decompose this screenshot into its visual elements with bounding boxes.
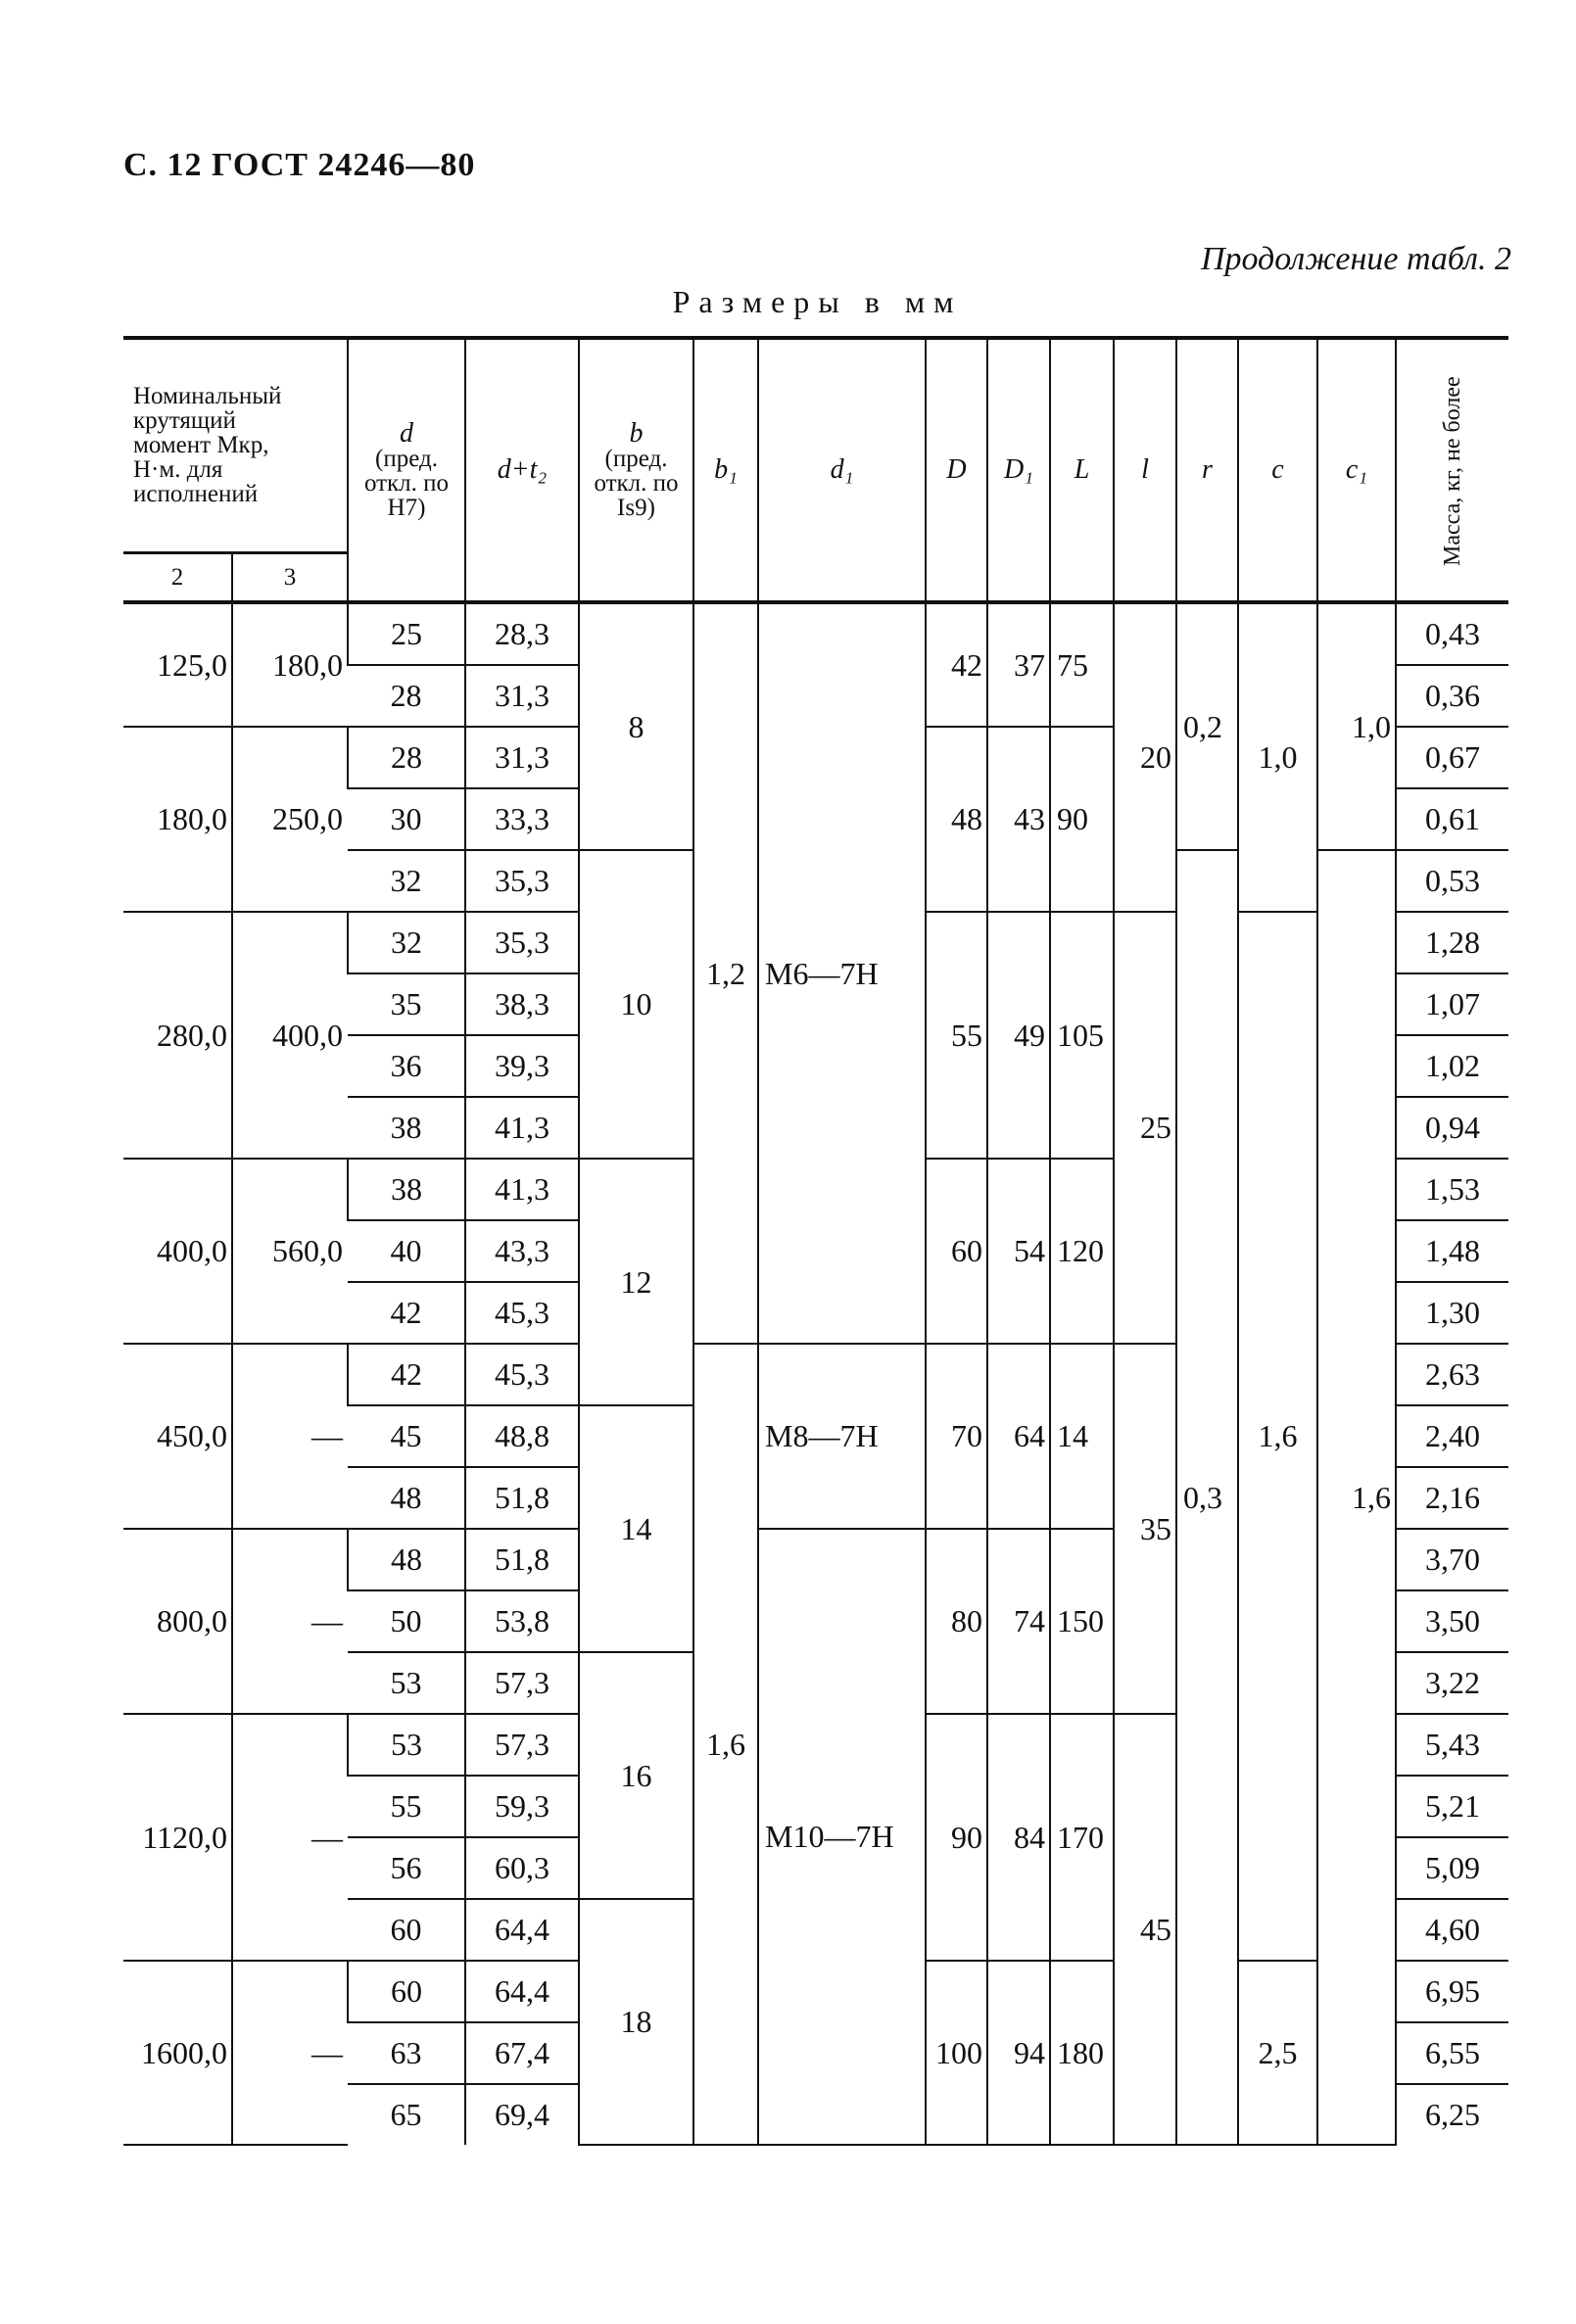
cell-mass: 6,25 xyxy=(1396,2084,1508,2145)
header-b-symbol: b xyxy=(629,417,644,449)
cell-D1: 94 xyxy=(987,1961,1050,2145)
cell-mass: 0,94 xyxy=(1396,1097,1508,1159)
cell-d: 32 xyxy=(348,912,465,973)
cell-torque-2: 450,0 xyxy=(123,1344,232,1529)
header-mass xyxy=(1396,338,1508,602)
cell-mass: 1,02 xyxy=(1396,1035,1508,1097)
cell-d: 28 xyxy=(348,727,465,788)
cell-d: 32 xyxy=(348,850,465,912)
cell-mass: 1,28 xyxy=(1396,912,1508,973)
header-c1-label: c₁ xyxy=(1345,454,1368,485)
cell-mass: 3,22 xyxy=(1396,1652,1508,1714)
cell-d: 65 xyxy=(390,2097,422,2132)
cell-torque-3: — xyxy=(232,1344,348,1529)
table-continuation-label: Продолжение табл. 2 xyxy=(1200,241,1511,277)
cell-d-t2: 60,3 xyxy=(465,1837,579,1899)
cell-torque-2: 280,0 xyxy=(123,912,232,1159)
cell-mass: 6,55 xyxy=(1396,2022,1508,2084)
cell-mass: 0,61 xyxy=(1396,788,1508,850)
cell-d-t2: 59,3 xyxy=(465,1776,579,1837)
cell-c: 1,6 xyxy=(1238,912,1317,1961)
cell-L: 75 xyxy=(1050,602,1114,727)
dimensions-table xyxy=(123,336,1508,2146)
header-c xyxy=(1238,338,1317,602)
cell-mass: 5,09 xyxy=(1396,1837,1508,1899)
cell-D: 80 xyxy=(926,1529,987,1714)
header-D-label: D xyxy=(946,454,967,485)
cell-D: 100 xyxy=(926,1961,987,2145)
header-c1 xyxy=(1317,338,1396,602)
cell-mass: 2,63 xyxy=(1396,1344,1508,1405)
cell-D: 90 xyxy=(926,1714,987,1961)
header-D1 xyxy=(987,338,1050,602)
cell-b1: 1,6 xyxy=(693,1344,758,2145)
header-torque-line: момент Mкр, xyxy=(133,432,269,459)
header-torque-line: Номинальный xyxy=(133,383,282,410)
cell-d: 56 xyxy=(348,1837,465,1899)
cell-D: 55 xyxy=(926,912,987,1159)
cell-d: 40 xyxy=(348,1220,465,1282)
cell-b: 12 xyxy=(579,1159,693,1405)
cell-L: 170 xyxy=(1050,1714,1114,1961)
cell-torque-2: 1600,0 xyxy=(123,1961,232,2145)
cell-d-t2: 35,3 xyxy=(465,912,579,973)
cell-D1: 64 xyxy=(987,1344,1050,1529)
cell-L: 180 xyxy=(1050,1961,1114,2145)
table-row xyxy=(123,602,1508,665)
cell-L: 14 xyxy=(1050,1344,1114,1529)
page-header: С. 12 ГОСТ 24246—80 xyxy=(123,147,476,183)
cell-d-t2: 51,8 xyxy=(465,1529,579,1590)
cell-mass: 2,40 xyxy=(1396,1405,1508,1467)
cell-d-t2: 53,8 xyxy=(465,1590,579,1652)
cell-mass: 1,30 xyxy=(1396,1282,1508,1344)
header-D1-label: D₁ xyxy=(1004,454,1033,485)
cell-d-t2: 51,8 xyxy=(465,1467,579,1529)
cell-d-t2: 31,3 xyxy=(465,665,579,727)
cell-d-t2: 64,4 xyxy=(465,1961,579,2022)
cell-mass: 0,36 xyxy=(1396,665,1508,727)
header-b-note: (пред. откл. по Is9) xyxy=(594,445,679,521)
header-torque-line: исполнений xyxy=(133,481,259,508)
cell-torque-2: 400,0 xyxy=(123,1159,232,1344)
header-l-label: l xyxy=(1141,454,1149,485)
cell-L: 105 xyxy=(1050,912,1114,1159)
cell-L: 150 xyxy=(1050,1529,1114,1714)
header-d-t2-label: d+t₂ xyxy=(497,454,548,485)
cell-torque-3: — xyxy=(232,1529,348,1714)
cell-b: 10 xyxy=(579,850,693,1159)
cell-d: 36 xyxy=(348,1035,465,1097)
cell-mass: 3,50 xyxy=(1396,1590,1508,1652)
cell-torque-2: 1120,0 xyxy=(123,1714,232,1961)
header-b xyxy=(579,338,693,602)
header-c-label: c xyxy=(1271,454,1284,485)
header-d1 xyxy=(758,338,926,602)
cell-c1: 1,0 xyxy=(1317,602,1396,850)
cell-mass: 1,48 xyxy=(1396,1220,1508,1282)
cell-d: 60 xyxy=(348,1899,465,1961)
cell-d: 42 xyxy=(348,1282,465,1344)
cell-d-t2: 39,3 xyxy=(465,1035,579,1097)
cell-d: 42 xyxy=(348,1344,465,1405)
cell-L: 90 xyxy=(1050,727,1114,912)
cell-torque-3: — xyxy=(232,1714,348,1961)
cell-d: 38 xyxy=(348,1097,465,1159)
cell-d: 25 xyxy=(348,602,465,665)
cell-d-t2: 31,3 xyxy=(465,727,579,788)
cell-d: 55 xyxy=(348,1776,465,1837)
cell-L: 120 xyxy=(1050,1159,1114,1344)
cell-d: 35 xyxy=(348,973,465,1035)
cell-c: 1,0 xyxy=(1238,602,1317,912)
header-d xyxy=(348,338,465,602)
cell-torque-3: 560,0 xyxy=(232,1159,348,1344)
cell-d-t2: 41,3 xyxy=(465,1097,579,1159)
cell-d: 48 xyxy=(348,1529,465,1590)
cell-l: 35 xyxy=(1114,1344,1176,1714)
cell-d-t2: 64,4 xyxy=(465,1899,579,1961)
cell-d-t2: 67,4 xyxy=(465,2022,579,2084)
cell-d-t2: 43,3 xyxy=(465,1220,579,1282)
cell-c: 2,5 xyxy=(1238,1961,1317,2145)
cell-D: 42 xyxy=(926,602,987,727)
cell-D1: 49 xyxy=(987,912,1050,1159)
cell-torque-3: 250,0 xyxy=(232,727,348,912)
cell-mass: 3,70 xyxy=(1396,1529,1508,1590)
cell-b: 18 xyxy=(579,1899,693,2145)
cell-mass: 0,43 xyxy=(1396,602,1508,665)
cell-d-t2: 48,8 xyxy=(465,1405,579,1467)
cell-d: 50 xyxy=(348,1590,465,1652)
header-d-symbol: d xyxy=(400,417,413,449)
cell-torque-3: 400,0 xyxy=(232,912,348,1159)
cell-d: 38 xyxy=(348,1159,465,1220)
cell-d-t2: 57,3 xyxy=(465,1652,579,1714)
cell-torque-2: 125,0 xyxy=(123,602,232,727)
cell-D1: 43 xyxy=(987,727,1050,912)
cell-d-t2: 38,3 xyxy=(465,973,579,1035)
cell-d-t2: 69,4 xyxy=(465,2084,579,2145)
cell-d: 30 xyxy=(348,788,465,850)
header-b1-label: b₁ xyxy=(714,454,738,485)
cell-l: 45 xyxy=(1114,1714,1176,2145)
cell-mass: 2,16 xyxy=(1396,1467,1508,1529)
cell-d-t2: 28,3 xyxy=(465,602,579,665)
cell-torque-3: 180,0 xyxy=(232,602,348,727)
cell-D: 60 xyxy=(926,1159,987,1344)
header-variant-3: 3 xyxy=(232,552,348,602)
header-d-t2 xyxy=(465,338,579,602)
cell-torque-3: — xyxy=(232,1961,348,2145)
cell-d1: M6—7H xyxy=(758,602,926,1344)
cell-D1: 84 xyxy=(987,1714,1050,1961)
cell-b: 8 xyxy=(579,602,693,850)
cell-d: 53 xyxy=(348,1714,465,1776)
header-torque-line: крутящий xyxy=(133,407,236,435)
cell-D1: 54 xyxy=(987,1159,1050,1344)
cell-D: 70 xyxy=(926,1344,987,1529)
header-mass-label: Масса, кг, не более xyxy=(1440,375,1465,566)
table-body xyxy=(123,602,1508,2145)
header-b1 xyxy=(693,338,758,602)
header-L xyxy=(1050,338,1114,602)
header-L-label: L xyxy=(1074,454,1090,485)
cell-d: 53 xyxy=(348,1652,465,1714)
cell-b: 16 xyxy=(579,1652,693,1899)
cell-torque-2: 180,0 xyxy=(123,727,232,912)
cell-d-t2: 45,3 xyxy=(465,1282,579,1344)
cell-l: 25 xyxy=(1114,912,1176,1344)
header-l xyxy=(1114,338,1176,602)
cell-r: 0,2 xyxy=(1176,602,1238,850)
cell-b: 14 xyxy=(579,1405,693,1652)
cell-d1: M10—7H xyxy=(758,1529,926,2145)
cell-d1: M8—7H xyxy=(758,1344,926,1529)
cell-mass: 4,60 xyxy=(1396,1899,1508,1961)
cell-d: 48 xyxy=(348,1467,465,1529)
cell-mass: 5,43 xyxy=(1396,1714,1508,1776)
cell-d-t2: 41,3 xyxy=(465,1159,579,1220)
cell-l: 20 xyxy=(1114,602,1176,912)
cell-d: 45 xyxy=(348,1405,465,1467)
cell-mass: 0,53 xyxy=(1396,850,1508,912)
cell-D1: 37 xyxy=(987,602,1050,727)
cell-mass: 1,53 xyxy=(1396,1159,1508,1220)
cell-d-t2: 33,3 xyxy=(465,788,579,850)
cell-c1: 1,6 xyxy=(1317,850,1396,2145)
cell-torque-2: 800,0 xyxy=(123,1529,232,1714)
cell-D1: 74 xyxy=(987,1529,1050,1714)
cell-D: 48 xyxy=(926,727,987,912)
cell-mass: 0,67 xyxy=(1396,727,1508,788)
header-d1-label: d₁ xyxy=(830,454,854,485)
header-d-note: (пред. откл. по H7) xyxy=(363,445,450,521)
header-D xyxy=(926,338,987,602)
cell-mass: 1,07 xyxy=(1396,973,1508,1035)
header-torque-line: Н·м. для xyxy=(133,456,223,484)
cell-d-t2: 45,3 xyxy=(465,1344,579,1405)
cell-d: 63 xyxy=(348,2022,465,2084)
header-variant-2: 2 xyxy=(123,552,232,602)
header-r xyxy=(1176,338,1238,602)
cell-b1: 1,2 xyxy=(693,602,758,1344)
cell-mass: 6,95 xyxy=(1396,1961,1508,2022)
header-r-label: r xyxy=(1202,454,1213,485)
cell-d-t2: 57,3 xyxy=(465,1714,579,1776)
cell-r: 0,3 xyxy=(1176,850,1238,2145)
cell-d-t2: 35,3 xyxy=(465,850,579,912)
cell-d: 60 xyxy=(348,1961,465,2022)
cell-d: 28 xyxy=(348,665,465,727)
units-caption: Размеры в мм xyxy=(672,284,963,319)
cell-mass: 5,21 xyxy=(1396,1776,1508,1837)
header-torque xyxy=(123,338,348,552)
